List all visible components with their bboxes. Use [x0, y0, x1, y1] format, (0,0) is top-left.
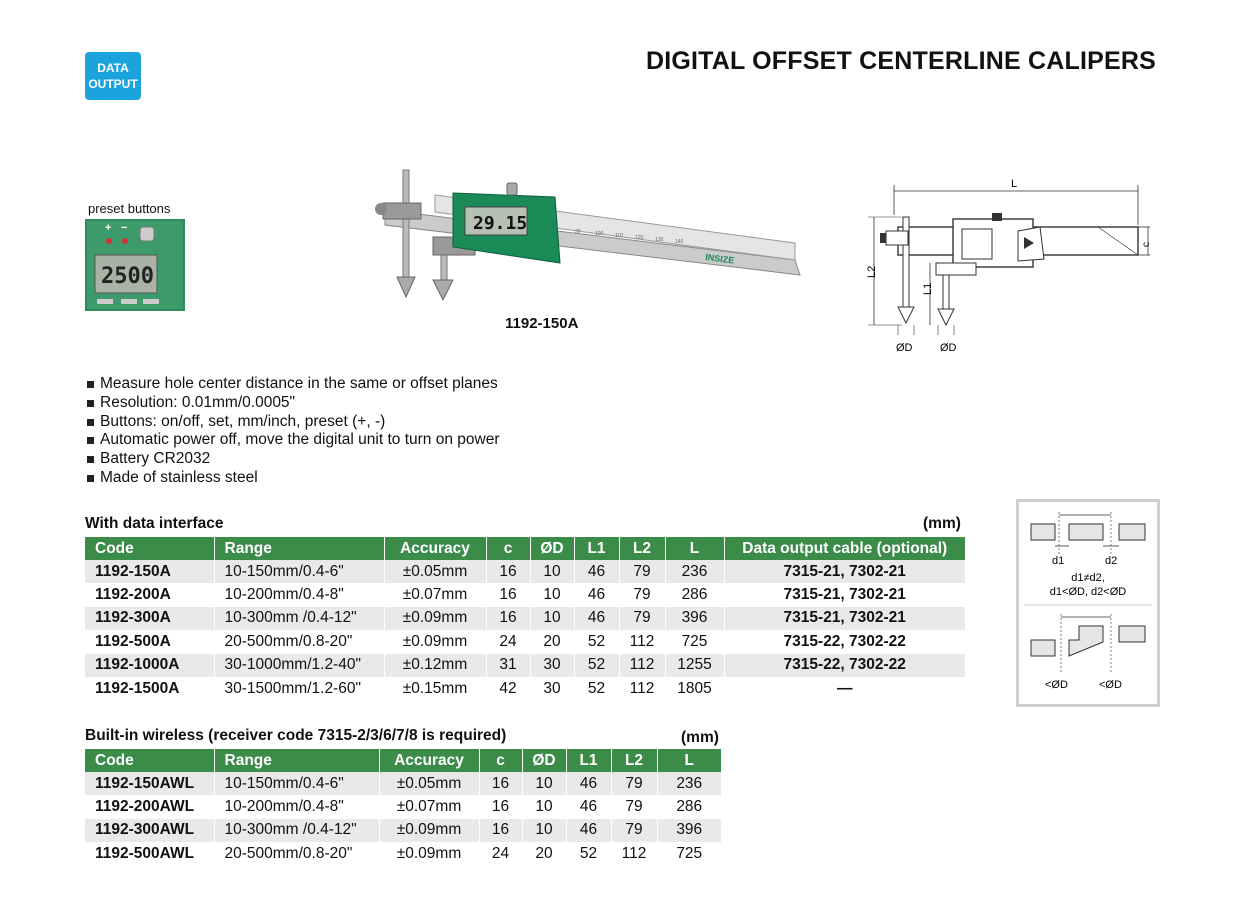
- drawing-label-L: L: [1011, 178, 1018, 190]
- cell: 1192-300A: [85, 607, 214, 630]
- cell: 10-300mm /0.4-12": [214, 819, 379, 842]
- table-row: [85, 795, 721, 818]
- table2-unit: (mm): [681, 729, 719, 746]
- cell: 16: [486, 607, 530, 630]
- table-row: [85, 630, 965, 653]
- cell: 52: [574, 677, 619, 700]
- feature-list: [86, 375, 500, 488]
- feature-item: Battery CR2032: [86, 450, 500, 469]
- table-row: [85, 819, 721, 842]
- caliper-display-value: 29.15: [473, 213, 528, 234]
- cell: 7315-21, 7302-21: [724, 607, 965, 630]
- feature-item: Resolution: 0.01mm/0.0005": [86, 394, 500, 413]
- cell: 7315-21, 7302-21: [724, 560, 965, 583]
- table2-section-title: Built-in wireless (receiver code 7315-2/3/6/7/8 is required): [85, 727, 507, 744]
- cell: 1805: [665, 677, 724, 700]
- cell: 286: [657, 795, 721, 818]
- col-header: L1: [574, 537, 619, 560]
- cell: 396: [657, 819, 721, 842]
- drawing-label-od-right: ØD: [940, 342, 957, 354]
- col-header: L2: [619, 537, 665, 560]
- cell: ±0.05mm: [384, 560, 486, 583]
- table-row: [85, 677, 965, 700]
- cell: 10-150mm/0.4-6": [214, 772, 379, 795]
- cell: 1255: [665, 654, 724, 677]
- cell: 7315-21, 7302-21: [724, 583, 965, 606]
- table-built-in-wireless: [85, 749, 721, 866]
- cell: ±0.05mm: [379, 772, 479, 795]
- technical-drawing: [858, 175, 1158, 360]
- svg-text:140: 140: [675, 239, 684, 245]
- cell: 42: [486, 677, 530, 700]
- cell: 7315-22, 7302-22: [724, 654, 965, 677]
- cell: 1192-150A: [85, 560, 214, 583]
- cell: 20: [522, 842, 566, 865]
- cell: 46: [574, 560, 619, 583]
- cell: 16: [486, 583, 530, 606]
- cell: 46: [574, 607, 619, 630]
- table1-header-row: [85, 537, 965, 560]
- preset-minus-label: −: [121, 222, 128, 234]
- col-header: Code: [85, 749, 214, 772]
- cell: 52: [566, 842, 611, 865]
- cell: 10: [530, 583, 574, 606]
- cell: 31: [486, 654, 530, 677]
- col-header: Accuracy: [384, 537, 486, 560]
- preset-minus-button: [122, 238, 128, 244]
- cell: 46: [566, 772, 611, 795]
- cell: 20-500mm/0.8-20": [214, 630, 384, 653]
- diagram-label-d1: d1: [1052, 555, 1065, 567]
- cell: 1192-150AWL: [85, 772, 214, 795]
- cell: 79: [611, 772, 657, 795]
- preset-display: 2500: [101, 264, 154, 289]
- cell: 10-300mm /0.4-12": [214, 607, 384, 630]
- preset-buttons-label: preset buttons: [88, 201, 171, 216]
- cell: 16: [479, 819, 522, 842]
- cell: 20-500mm/0.8-20": [214, 842, 379, 865]
- cell: ±0.12mm: [384, 654, 486, 677]
- cell: ±0.07mm: [379, 795, 479, 818]
- cell: 1192-500AWL: [95, 844, 195, 862]
- drawing-label-c: c: [1141, 242, 1152, 247]
- cell: 16: [479, 795, 522, 818]
- cell: 10-150mm/0.4-6": [214, 560, 384, 583]
- cell: ±0.09mm: [379, 819, 479, 842]
- drawing-label-od-left: ØD: [896, 342, 913, 354]
- cell: 396: [665, 607, 724, 630]
- cell: 112: [619, 630, 665, 653]
- preset-buttons-image: [85, 219, 185, 311]
- col-header: c: [479, 749, 522, 772]
- table-data-interface: [85, 537, 965, 700]
- cell: 16: [479, 772, 522, 795]
- preset-plus-label: +: [105, 222, 112, 234]
- feature-item: Measure hole center distance in the same or offset planes: [86, 375, 500, 394]
- col-header: Range: [214, 537, 384, 560]
- caliper-brand: INSIZE: [704, 252, 735, 266]
- cell: 79: [611, 819, 657, 842]
- cell: 20: [530, 630, 574, 653]
- feature-item: Made of stainless steel: [86, 469, 500, 488]
- cell: 10: [530, 560, 574, 583]
- table1-section-title: With data interface: [85, 515, 224, 532]
- col-header: L: [665, 537, 724, 560]
- col-header: Range: [214, 749, 379, 772]
- cell: 10: [522, 795, 566, 818]
- cell: 7315-22, 7302-22: [724, 630, 965, 653]
- cell: 112: [619, 654, 665, 677]
- col-header: ØD: [530, 537, 574, 560]
- cell: 79: [611, 795, 657, 818]
- col-header: L1: [566, 749, 611, 772]
- hole-offset-diagram: [1016, 499, 1160, 707]
- cell: 1192-200A: [95, 586, 171, 604]
- cell: —: [724, 677, 965, 700]
- cell: 236: [657, 772, 721, 795]
- cell: 10: [522, 772, 566, 795]
- cell: 10-200mm/0.4-8": [214, 795, 379, 818]
- cell: ±0.15mm: [384, 677, 486, 700]
- svg-text:130: 130: [655, 237, 664, 243]
- svg-text:100: 100: [595, 231, 604, 237]
- svg-text:30: 30: [575, 229, 581, 235]
- cell: 52: [574, 630, 619, 653]
- badge-line2: OUTPUT: [88, 77, 138, 91]
- cell: 236: [665, 560, 724, 583]
- cell: 79: [619, 583, 665, 606]
- cell: ±0.09mm: [384, 630, 486, 653]
- cell: ±0.09mm: [379, 842, 479, 865]
- col-header: L2: [611, 749, 657, 772]
- col-header: Accuracy: [379, 749, 479, 772]
- cell: 1192-1500A: [95, 679, 180, 697]
- badge-line1: DATA: [97, 61, 129, 75]
- cell: 112: [619, 677, 665, 700]
- svg-text:110: 110: [615, 233, 623, 239]
- cell: 52: [574, 654, 619, 677]
- cell: 30-1500mm/1.2-60": [214, 677, 384, 700]
- page-title: DIGITAL OFFSET CENTERLINE CALIPERS: [645, 47, 1156, 75]
- model-label: 1192-150A: [505, 315, 579, 332]
- cell: 30: [530, 654, 574, 677]
- cell: 16: [486, 560, 530, 583]
- cell: ±0.07mm: [384, 583, 486, 606]
- cell: 1192-200AWL: [95, 798, 195, 816]
- col-header: ØD: [522, 749, 566, 772]
- cell: 725: [665, 630, 724, 653]
- feature-item: Automatic power off, move the digital unit to turn on power: [86, 431, 500, 450]
- table1-unit: (mm): [923, 515, 961, 532]
- diagram-label-od-right: <ØD: [1099, 679, 1122, 691]
- cell: 1192-500A: [95, 632, 171, 650]
- cell: 24: [486, 630, 530, 653]
- table-row: [85, 654, 965, 677]
- cell: 10-200mm/0.4-8": [214, 583, 384, 606]
- preset-plus-button: [106, 238, 112, 244]
- cell: 112: [611, 842, 657, 865]
- table2-header-row: [85, 749, 721, 772]
- cell: 46: [566, 819, 611, 842]
- feature-item: Buttons: on/off, set, mm/inch, preset (+, -): [86, 413, 500, 432]
- col-header: L: [657, 749, 721, 772]
- diagram-note-2: d1<ØD, d2<ØD: [1049, 586, 1127, 598]
- table-row: [85, 560, 965, 583]
- col-header: c: [486, 537, 530, 560]
- svg-text:120: 120: [635, 235, 644, 241]
- cell: 30: [530, 677, 574, 700]
- table-row: [85, 772, 721, 795]
- data-output-badge: [85, 52, 141, 100]
- caliper-product-image: [375, 165, 805, 300]
- cell: 1192-300AWL: [85, 819, 214, 842]
- diagram-label-d2: d2: [1105, 555, 1118, 567]
- diagram-label-od-left: <ØD: [1045, 679, 1068, 691]
- cell: 79: [619, 560, 665, 583]
- drawing-label-L1: L1: [922, 282, 934, 295]
- col-header: Code: [85, 537, 214, 560]
- drawing-label-L2: L2: [866, 265, 878, 278]
- diagram-note-1: d1≠d2,: [1071, 572, 1105, 584]
- cell: 46: [566, 795, 611, 818]
- cell: 10: [522, 819, 566, 842]
- cell: 1192-1000A: [85, 654, 214, 677]
- table-row: [85, 842, 721, 865]
- cell: 79: [619, 607, 665, 630]
- table-row: [85, 583, 965, 606]
- cell: 46: [574, 583, 619, 606]
- cell: 286: [665, 583, 724, 606]
- cell: 30-1000mm/1.2-40": [214, 654, 384, 677]
- cell: ±0.09mm: [384, 607, 486, 630]
- cell: 725: [657, 842, 721, 865]
- table-row: [85, 607, 965, 630]
- cell: 10: [530, 607, 574, 630]
- cell: 24: [479, 842, 522, 865]
- col-header: Data output cable (optional): [724, 537, 965, 560]
